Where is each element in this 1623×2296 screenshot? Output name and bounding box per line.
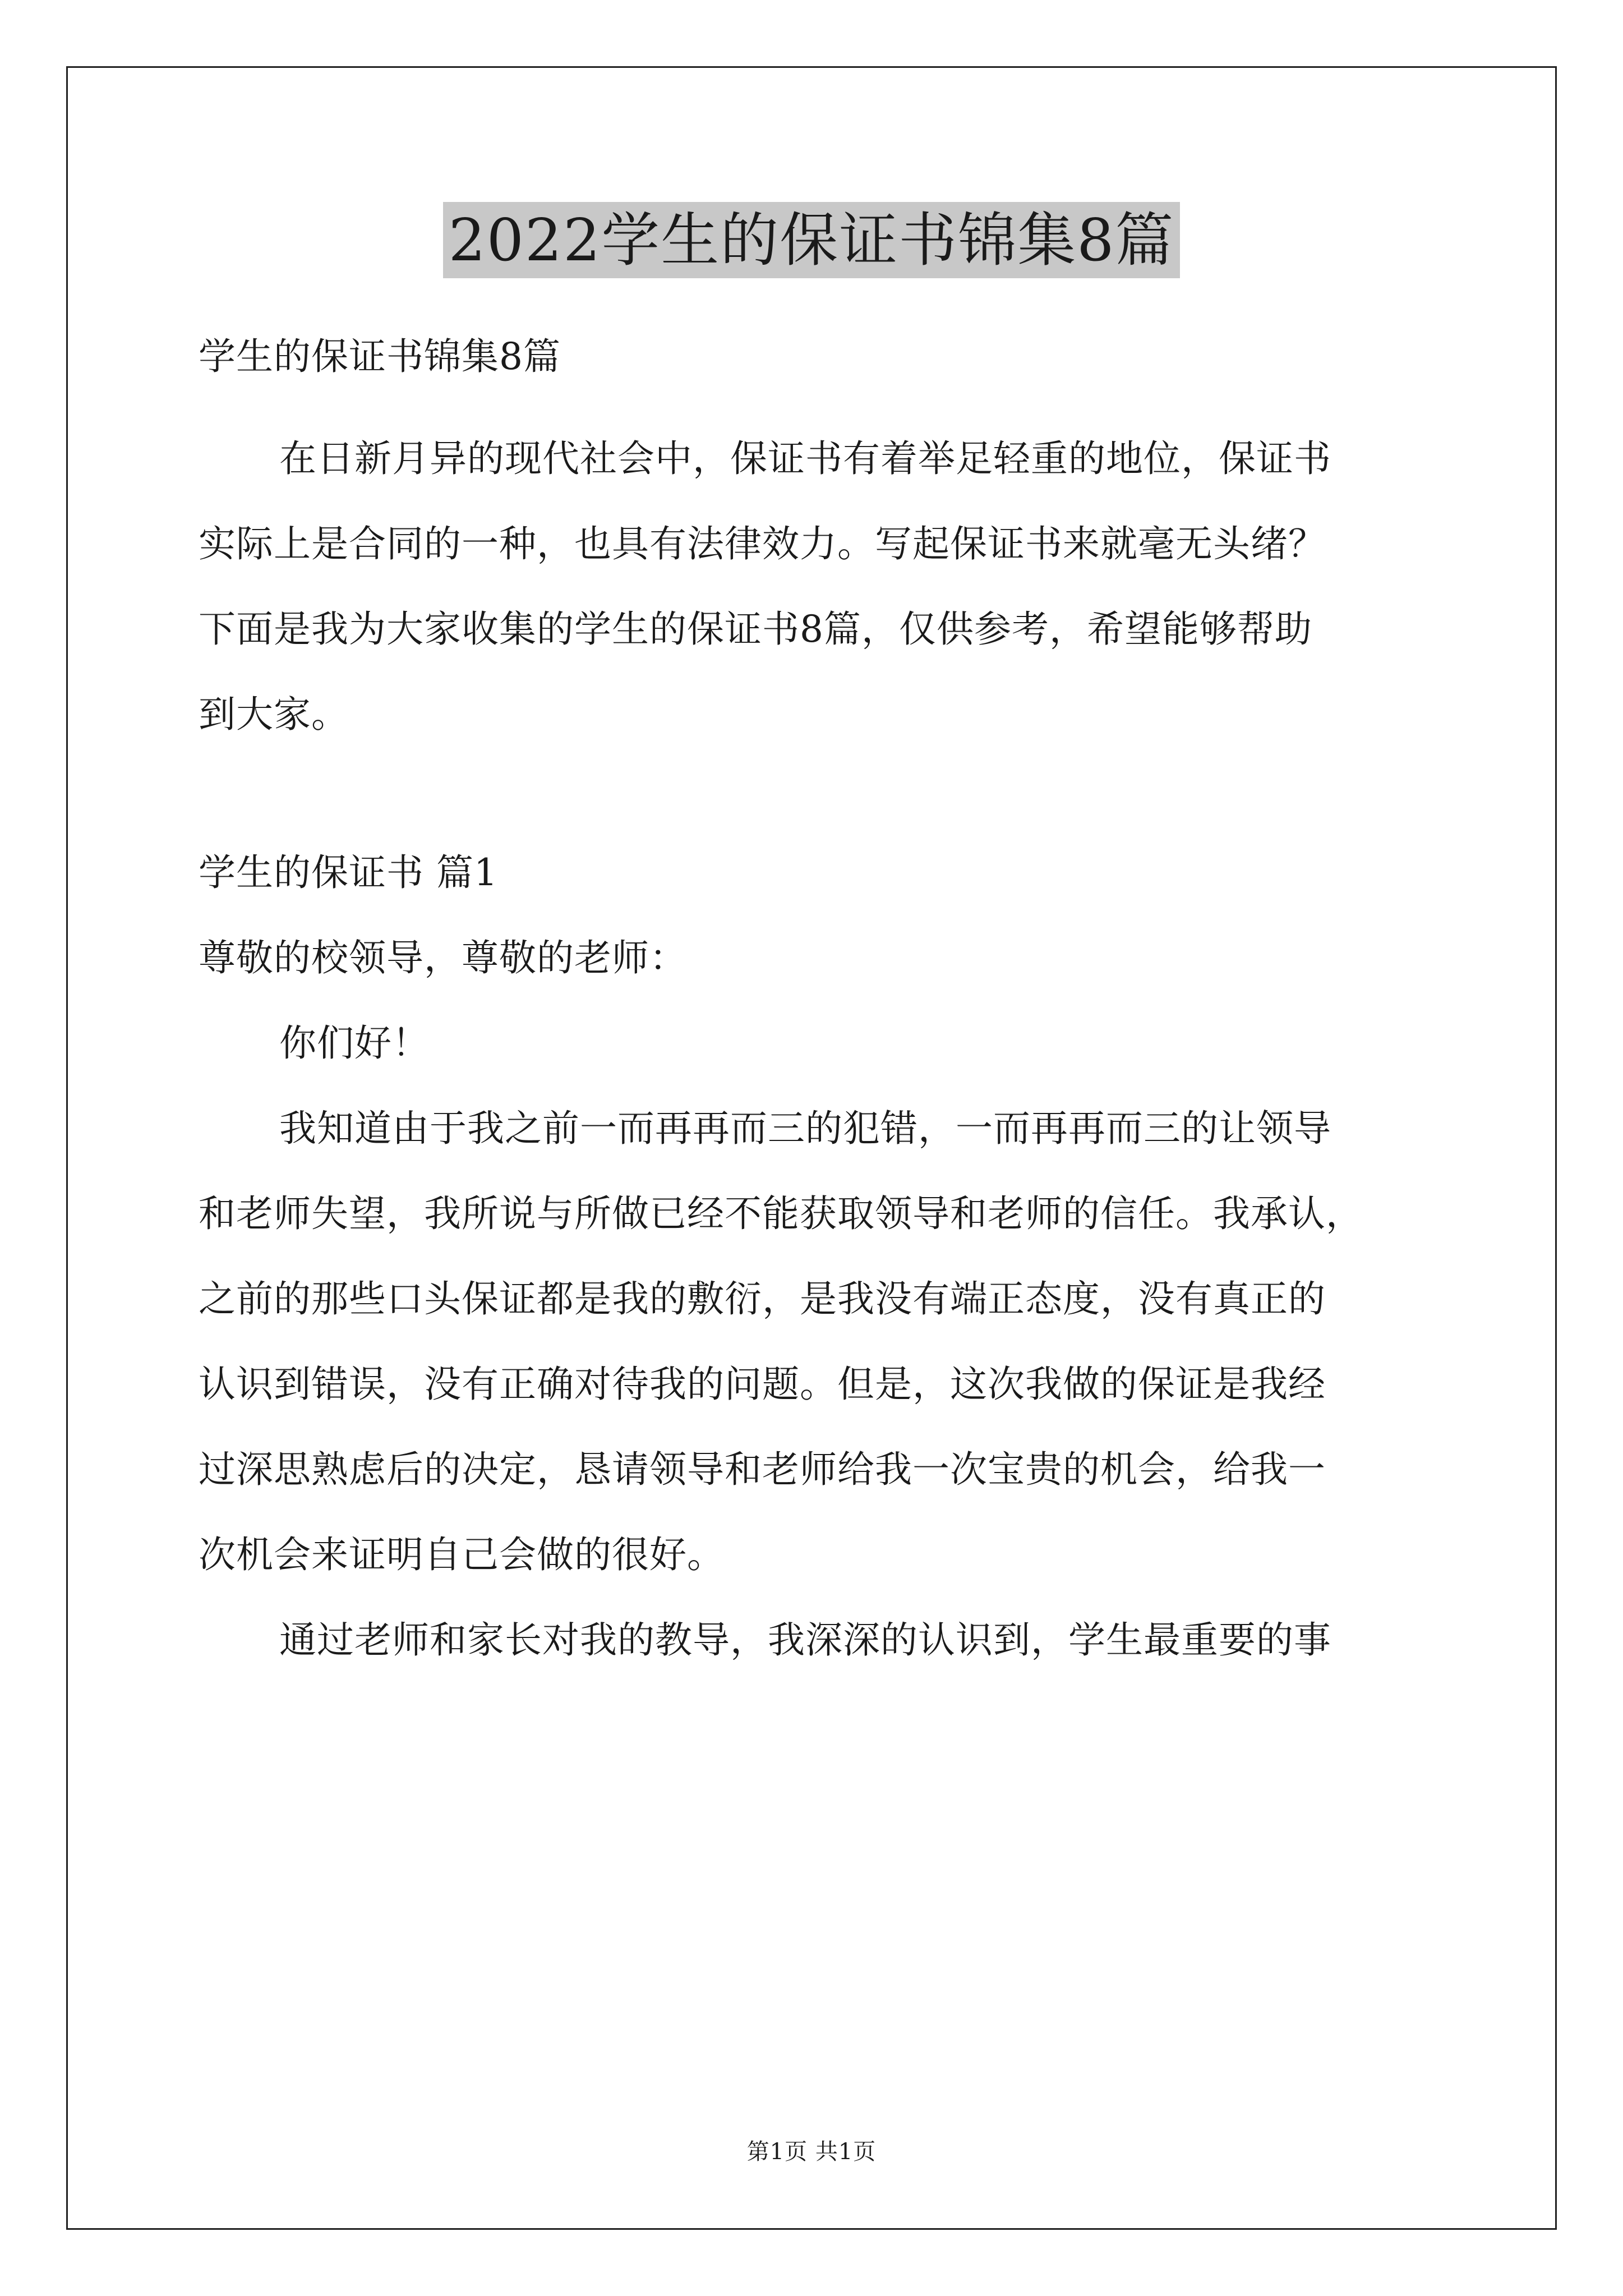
- salutation: 尊敬的校领导，尊敬的老师：: [199, 936, 687, 979]
- title-container: [0, 202, 1623, 278]
- page-title: 2022学生的保证书锦集8篇: [443, 202, 1181, 278]
- intro-line: 实际上是合同的一种，也具有法律效力。写起保证书来就毫无头绪？: [199, 522, 1326, 565]
- subtitle: 学生的保证书锦集8篇: [199, 335, 561, 378]
- intro-line: 在日新月异的现代社会中，保证书有着举足轻重的地位，保证书: [279, 437, 1331, 480]
- paragraph-line: 过深思熟虑后的决定，恳请领导和老师给我一次宝贵的机会，给我一: [199, 1448, 1326, 1491]
- page-footer: 第1页 共1页: [746, 2139, 877, 2165]
- paragraph-line: 认识到错误，没有正确对待我的问题。但是，这次我做的保证是我经: [199, 1363, 1326, 1406]
- intro-line: 下面是我为大家收集的学生的保证书8篇，仅供参考，希望能够帮助: [199, 608, 1312, 651]
- paragraph-line: 次机会来证明自己会做的很好。: [199, 1533, 725, 1576]
- paragraph-line: 之前的那些口头保证都是我的敷衍，是我没有端正态度，没有真正的: [199, 1277, 1326, 1320]
- paragraph-line: 通过老师和家长对我的教导，我深深的认识到，学生最重要的事: [279, 1618, 1331, 1662]
- section-heading: 学生的保证书 篇1: [199, 851, 498, 894]
- greeting: 你们好！: [279, 1022, 430, 1065]
- intro-line: 到大家。: [199, 693, 349, 736]
- paragraph-line: 和老师失望，我所说与所做已经不能获取领导和老师的信任。我承认，: [199, 1192, 1363, 1235]
- document-body: [199, 314, 1438, 1683]
- paragraph-line: 我知道由于我之前一而再再而三的犯错，一而再再而三的让领导: [279, 1107, 1331, 1150]
